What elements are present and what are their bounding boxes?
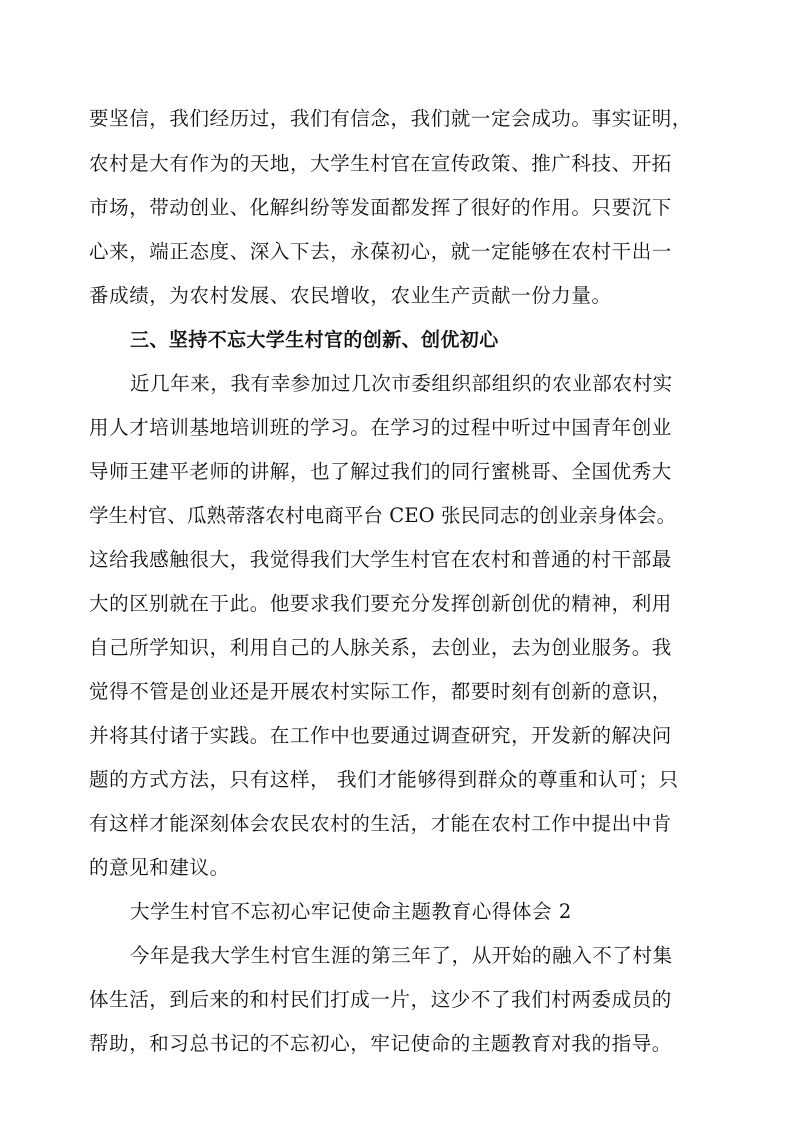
paragraph-line: 有这样才能深刻体会农民农村的生活，才能在农村工作中提出中肯 (89, 812, 672, 835)
essay-title: 大学生村官不忘初心牢记使命主题教育心得体会 2 (130, 900, 572, 923)
paragraph-line: 自己所学知识，利用自己的人脉关系，去创业，去为创业服务。我 (89, 636, 672, 659)
paragraph-line: 体生活，到后来的和村民们打成一片，这少不了我们村两委成员的 (89, 988, 672, 1011)
paragraph-line: 导师王建平老师的讲解，也了解过我们的同行蜜桃哥、全国优秀大 (89, 460, 672, 483)
paragraph-line: 今年是我大学生村官生涯的第三年了，从开始的融入不了村集 (130, 944, 673, 967)
section-heading: 三、坚持不忘大学生村官的创新、创优初心 (130, 329, 499, 351)
paragraph-line: 题的方式方法，只有这样， 我们才能够得到群众的尊重和认可；只 (89, 768, 679, 791)
paragraph-line: 市场，带动创业、化解纠纷等发面都发挥了很好的作用。只要沉下 (89, 196, 672, 219)
paragraph-line: 番成绩，为农村发展、农民增收，农业生产贡献一份力量。 (89, 284, 612, 307)
paragraph-line: 近几年来，我有幸参加过几次市委组织部组织的农业部农村实 (130, 372, 673, 395)
paragraph-line: 这给我感触很大，我觉得我们大学生村官在农村和普通的村干部最 (89, 548, 672, 571)
paragraph-line: 要坚信，我们经历过，我们有信念，我们就一定会成功。事实证明， (89, 107, 693, 130)
paragraph-line: 农村是大有作为的天地，大学生村官在宣传政策、推广科技、开拓 (89, 152, 672, 175)
paragraph-line: 帮助，和习总书记的不忘初心，牢记使命的主题教育对我的指导。 (89, 1032, 672, 1055)
paragraph-line: 大的区别就在于此。他要求我们要充分发挥创新创优的精神，利用 (89, 592, 672, 615)
paragraph-line: 并将其付诸于实践。在工作中也要通过调查研究，开发新的解决问 (89, 724, 672, 747)
paragraph-line: 心来，端正态度、深入下去，永葆初心，就一定能够在农村干出一 (89, 240, 672, 263)
paragraph-line: 用人才培训基地培训班的学习。在学习的过程中听过中国青年创业 (89, 416, 672, 439)
paragraph-line: 觉得不管是创业还是开展农村实际工作，都要时刻有创新的意识， (89, 680, 672, 703)
paragraph-line: 的意见和建议。 (89, 856, 230, 879)
paragraph-line: 学生村官、瓜熟蒂落农村电商平台 CEO 张民同志的创业亲身体会。 (89, 504, 677, 527)
